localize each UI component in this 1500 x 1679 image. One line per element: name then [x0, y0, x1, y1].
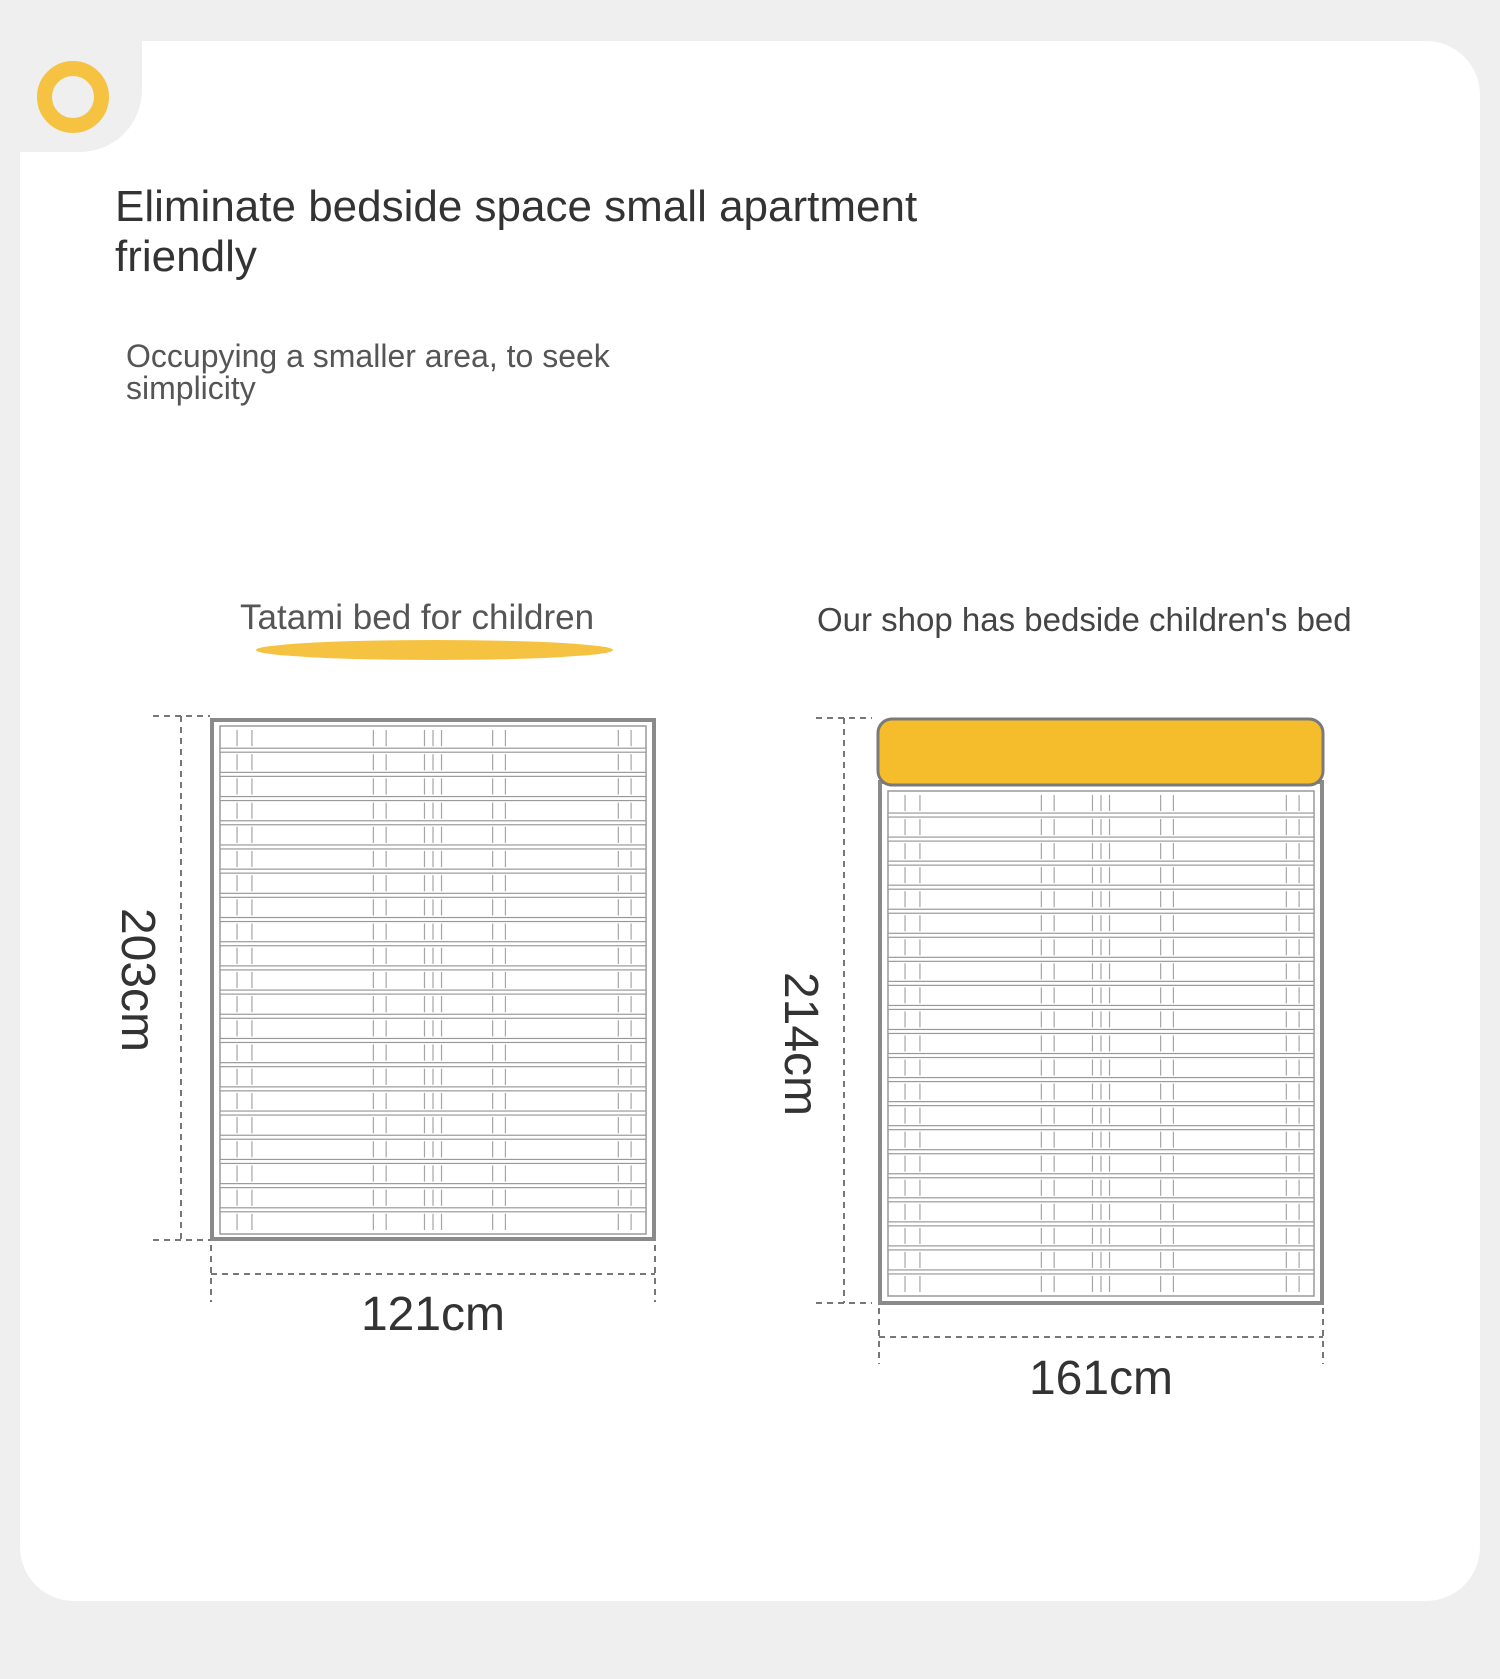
slat — [888, 933, 1314, 937]
slat — [220, 1208, 646, 1212]
slat — [220, 1111, 646, 1115]
slat — [220, 1135, 646, 1139]
length-label: 214cm — [774, 971, 827, 1117]
bed-label-tatami: Tatami bed for children — [240, 598, 595, 637]
headboard — [878, 719, 1323, 785]
slat — [220, 869, 646, 873]
slat — [888, 885, 1314, 889]
slat — [220, 918, 646, 922]
slat — [220, 1038, 646, 1042]
slat — [888, 1029, 1314, 1033]
width-label: 161cm — [1028, 1352, 1174, 1405]
slat — [220, 942, 646, 946]
slat — [888, 1174, 1314, 1178]
slat — [220, 797, 646, 801]
slat — [888, 1222, 1314, 1226]
tatami-bed-diagram — [111, 716, 655, 1341]
bed-label-shop: Our shop has bedside children's bed — [817, 601, 1352, 638]
slat — [888, 1054, 1314, 1058]
slat — [220, 1159, 646, 1163]
slat — [888, 1005, 1314, 1009]
slat — [220, 1184, 646, 1188]
page-title: Eliminate bedside space small apartment friendly — [115, 182, 918, 281]
slat — [220, 821, 646, 825]
slat — [888, 909, 1314, 913]
slat — [888, 1078, 1314, 1082]
slat — [888, 837, 1314, 841]
slat — [220, 1014, 646, 1018]
slat — [888, 1246, 1314, 1250]
slat — [888, 813, 1314, 817]
slat — [220, 1087, 646, 1091]
slat — [888, 1150, 1314, 1154]
slat — [220, 1063, 646, 1067]
slat — [220, 772, 646, 776]
slat — [888, 1270, 1314, 1274]
page-subtitle: Occupying a smaller area, to seek simplicity — [126, 338, 610, 406]
slat — [220, 990, 646, 994]
shop-bed-diagram — [774, 718, 1323, 1405]
length-label: 203cm — [111, 907, 164, 1053]
slat — [220, 845, 646, 849]
slat — [220, 966, 646, 970]
slat — [888, 1198, 1314, 1202]
slat — [888, 861, 1314, 865]
slat — [888, 957, 1314, 961]
width-label: 121cm — [360, 1288, 506, 1341]
slat — [220, 748, 646, 752]
slat — [888, 981, 1314, 985]
slat — [888, 1102, 1314, 1106]
slat — [888, 1126, 1314, 1130]
slat — [220, 893, 646, 897]
